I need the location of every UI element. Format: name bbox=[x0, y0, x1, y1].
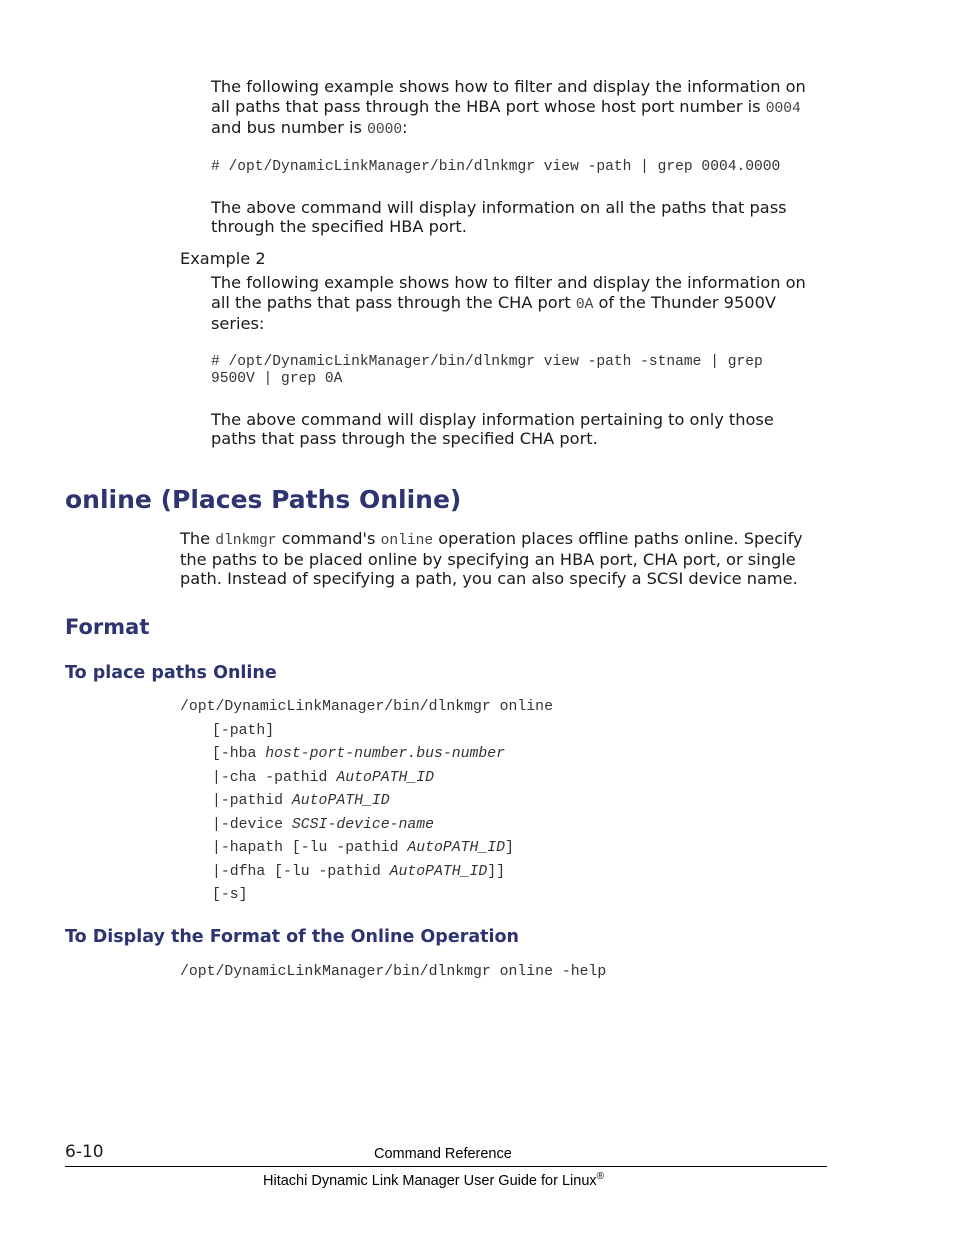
ex2-command-line1: # /opt/DynamicLinkManager/bin/dlnkmgr view -path -stname | grep bbox=[211, 354, 763, 370]
ex2-command-line2: 9500V | grep 0A bbox=[211, 371, 343, 387]
syntax-hba-arg: host-port-number.bus-number bbox=[265, 746, 506, 762]
online-op-name: online bbox=[380, 533, 434, 549]
syntax-cha-option: |-cha -pathid bbox=[212, 770, 337, 786]
ex1-intro-line1: The following example shows how to filter and display the information on bbox=[211, 77, 806, 96]
syntax-line-8 bbox=[212, 863, 505, 881]
ex2-result-line1: The above command will display information pertaining to only those bbox=[211, 410, 774, 429]
syntax-line-7 bbox=[212, 839, 514, 857]
ex1-bus-text: and bus number is bbox=[211, 118, 368, 137]
syntax-line-5 bbox=[212, 792, 390, 810]
footer-guide-title bbox=[263, 1171, 604, 1189]
syntax-cha-arg: AutoPATH_ID bbox=[336, 770, 435, 786]
syntax-hba-option: [-hba bbox=[212, 746, 266, 762]
footer-guide-title-text: Hitachi Dynamic Link Manager User Guide for Linux bbox=[263, 1172, 597, 1189]
subheading-place-paths-online: To place paths Online bbox=[65, 663, 277, 683]
online-desc-text3: operation places offline paths online. Specify bbox=[433, 529, 803, 548]
syntax-line-9: [-s] bbox=[212, 887, 248, 903]
syntax-line-6 bbox=[212, 816, 434, 834]
online-desc-line3: path. Instead of specifying a path, you can also specify a SCSI device name. bbox=[180, 569, 798, 588]
section-title-online: online (Places Paths Online) bbox=[65, 485, 462, 514]
online-desc-line1 bbox=[180, 529, 803, 551]
syntax-hapath-option: |-hapath [-lu -pathid bbox=[212, 840, 408, 856]
footer-chapter: Command Reference bbox=[374, 1146, 512, 1162]
ex1-intro-line3 bbox=[211, 118, 408, 140]
syntax-line-2: [-path] bbox=[212, 723, 275, 739]
ex2-cha-port: 0A bbox=[575, 297, 594, 313]
ex1-intro-line2 bbox=[211, 97, 801, 119]
online-desc-text2: command's bbox=[276, 529, 381, 548]
syntax-line-1: /opt/DynamicLinkManager/bin/dlnkmgr online bbox=[180, 699, 553, 715]
syntax-pathid-arg: AutoPATH_ID bbox=[291, 793, 390, 809]
online-desc-text: The bbox=[180, 529, 216, 548]
syntax-hapath-arg: AutoPATH_ID bbox=[407, 840, 506, 856]
syntax-pathid-option: |-pathid bbox=[212, 793, 292, 809]
syntax-device-arg: SCSI-device-name bbox=[291, 817, 434, 833]
ex2-intro-line3: series: bbox=[211, 314, 265, 333]
ex1-command: # /opt/DynamicLinkManager/bin/dlnkmgr view -path | grep 0004.0000 bbox=[211, 159, 781, 175]
syntax-dfha-arg: AutoPATH_ID bbox=[389, 864, 488, 880]
syntax-dfha-close: ]] bbox=[487, 864, 506, 880]
ex1-port-number: 0004 bbox=[765, 101, 801, 117]
format-heading: Format bbox=[65, 615, 150, 639]
syntax-line-3 bbox=[212, 745, 505, 763]
ex2-intro-text2: of the Thunder 9500V bbox=[593, 293, 776, 312]
ex2-intro-line1: The following example shows how to filter and display the information on bbox=[211, 273, 806, 292]
help-command: /opt/DynamicLinkManager/bin/dlnkmgr online -help bbox=[180, 964, 607, 980]
ex2-intro-line2 bbox=[211, 293, 776, 315]
subheading-display-format: To Display the Format of the Online Operation bbox=[65, 927, 519, 947]
ex1-result-line2: through the specified HBA port. bbox=[211, 217, 467, 236]
syntax-hapath-close: ] bbox=[505, 840, 514, 856]
footer-page-number: 6-10 bbox=[65, 1142, 104, 1162]
footer-divider bbox=[65, 1166, 827, 1167]
online-cmd-name: dlnkmgr bbox=[215, 533, 277, 549]
syntax-dfha-option: |-dfha [-lu -pathid bbox=[212, 864, 390, 880]
ex2-result-line2: paths that pass through the specified CHA port. bbox=[211, 429, 598, 448]
syntax-device-option: |-device bbox=[212, 817, 292, 833]
ex1-intro-text: all paths that pass through the HBA port whose host port number is bbox=[211, 97, 766, 116]
ex1-result-line1: The above command will display information on all the paths that pass bbox=[211, 198, 787, 217]
ex1-bus-number: 0000 bbox=[367, 122, 403, 138]
example-2-label: Example 2 bbox=[180, 249, 266, 268]
syntax-line-4 bbox=[212, 769, 434, 787]
ex1-intro-colon: : bbox=[402, 118, 408, 137]
online-desc-line2: the paths to be placed online by specifying an HBA port, CHA port, or single bbox=[180, 550, 796, 569]
ex2-intro-text: all the paths that pass through the CHA port bbox=[211, 293, 576, 312]
registered-mark: ® bbox=[596, 1171, 605, 1182]
